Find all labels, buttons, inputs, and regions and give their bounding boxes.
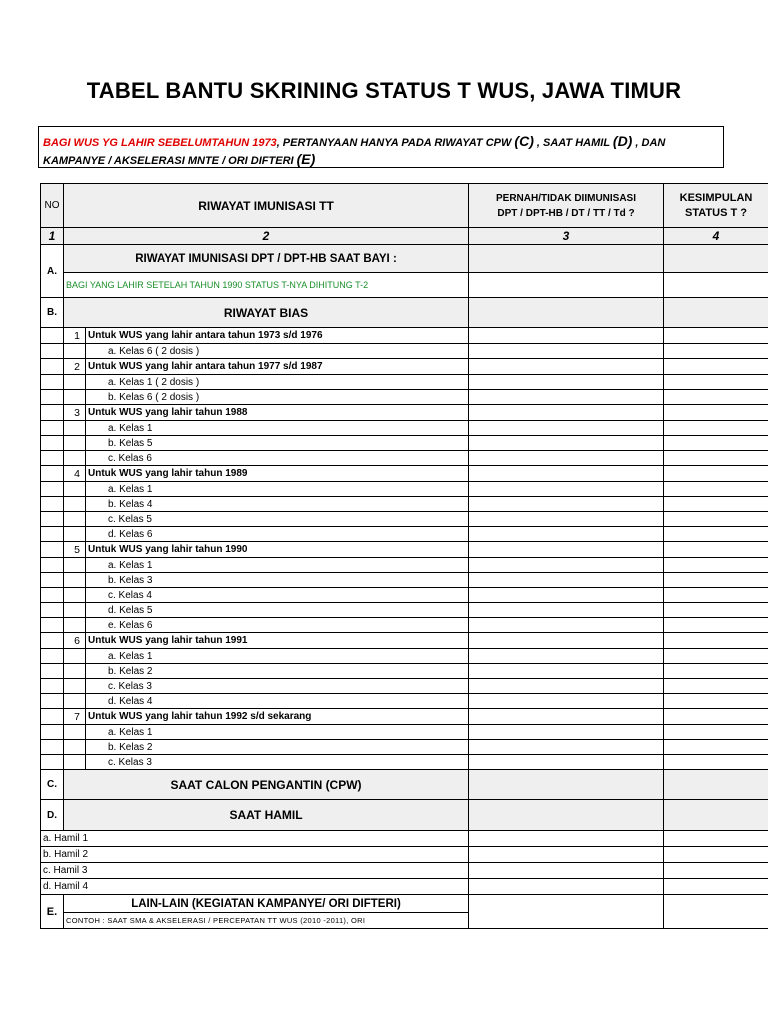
bias-item-row [41, 755, 768, 770]
col-number-2: 2 [64, 228, 469, 245]
group-number: 5 [64, 542, 86, 558]
bias-item-row [41, 436, 768, 451]
blank-cell [41, 497, 64, 512]
conclusion-cell[interactable] [664, 512, 768, 527]
answer-cell[interactable] [469, 512, 664, 527]
answer-cell[interactable] [469, 725, 664, 740]
answer-cell[interactable] [469, 527, 664, 542]
bias-item-label: a. Kelas 1 [86, 558, 469, 573]
blank-cell [41, 603, 64, 618]
conclusion-cell[interactable] [664, 588, 768, 603]
blank-cell [41, 740, 64, 755]
bias-item-row [41, 482, 768, 497]
note-line-2: KAMPANYE / AKSELERASI MNTE / ORI DIFTERI [43, 155, 297, 167]
note-highlight: BAGI WUS YG LAHIR SEBELUMTAHUN 1973 [43, 137, 277, 149]
conclusion-cell[interactable] [664, 558, 768, 573]
group-number: 1 [64, 328, 86, 344]
bias-item-label: c. Kelas 3 [86, 679, 469, 694]
answer-cell[interactable] [469, 800, 664, 831]
blank-cell [41, 436, 64, 451]
answer-cell[interactable] [469, 436, 664, 451]
section-e-label: E. [41, 895, 64, 929]
group-number: 6 [64, 633, 86, 649]
hamil-item-label: c. Hamil 3 [41, 863, 469, 879]
blank-cell [64, 755, 86, 770]
blank-cell [41, 344, 64, 359]
blank-cell [41, 558, 64, 573]
blank-cell [64, 344, 86, 359]
blank-cell [41, 527, 64, 542]
screening-table [40, 183, 768, 929]
blank-cell [41, 328, 64, 344]
instruction-note [38, 126, 724, 168]
answer-cell[interactable] [469, 879, 664, 895]
blank-cell [41, 633, 64, 649]
group-title: Untuk WUS yang lahir antara tahun 1973 s/d 1976 [86, 328, 469, 344]
conclusion-cell[interactable] [664, 298, 768, 328]
blank-cell [64, 497, 86, 512]
answer-cell[interactable] [469, 245, 664, 273]
bias-item-row [41, 451, 768, 466]
blank-cell [41, 573, 64, 588]
conclusion-cell[interactable] [664, 245, 768, 273]
conclusion-cell[interactable] [664, 679, 768, 694]
blank-cell [41, 664, 64, 679]
answer-cell[interactable] [469, 466, 664, 482]
answer-cell[interactable] [469, 740, 664, 755]
answer-cell[interactable] [469, 679, 664, 694]
section-c-label: C. [41, 770, 64, 800]
answer-cell[interactable] [469, 831, 664, 847]
conclusion-cell[interactable] [664, 831, 768, 847]
section-a-row [41, 245, 768, 273]
answer-cell[interactable] [469, 694, 664, 709]
answer-cell[interactable] [469, 497, 664, 512]
conclusion-cell[interactable] [664, 740, 768, 755]
bias-item-row [41, 390, 768, 405]
group-number: 2 [64, 359, 86, 375]
bias-item-row [41, 375, 768, 390]
bias-item-row [41, 725, 768, 740]
note-text-2: , SAAT HAMIL [533, 137, 613, 149]
bias-group-row [41, 466, 768, 482]
group-title: Untuk WUS yang lahir antara tahun 1977 s/d 1987 [86, 359, 469, 375]
blank-cell [64, 375, 86, 390]
blank-cell [41, 542, 64, 558]
header-pernah [469, 184, 664, 228]
bias-item-row [41, 603, 768, 618]
answer-cell[interactable] [469, 649, 664, 664]
bias-group-row [41, 359, 768, 375]
col-number-1: 1 [41, 228, 64, 245]
section-d-label: D. [41, 800, 64, 831]
bias-item-label: c. Kelas 6 [86, 451, 469, 466]
bias-item-label: b. Kelas 2 [86, 740, 469, 755]
bias-item-label: e. Kelas 6 [86, 618, 469, 633]
bias-item-label: a. Kelas 1 [86, 649, 469, 664]
blank-cell [41, 390, 64, 405]
bias-item-label: b. Kelas 2 [86, 664, 469, 679]
col-number-3: 3 [469, 228, 664, 245]
conclusion-cell[interactable] [664, 800, 768, 831]
answer-cell[interactable] [469, 618, 664, 633]
conclusion-cell[interactable] [664, 344, 768, 359]
section-b-title: RIWAYAT BIAS [64, 298, 469, 328]
blank-cell [64, 451, 86, 466]
note-d: (D) [612, 133, 633, 149]
group-title: Untuk WUS yang lahir tahun 1992 s/d sekarang [86, 709, 469, 725]
conclusion-cell[interactable] [664, 421, 768, 436]
bias-item-row [41, 344, 768, 359]
bias-item-label: c. Kelas 4 [86, 588, 469, 603]
answer-cell[interactable] [469, 709, 664, 725]
conclusion-cell[interactable] [664, 482, 768, 497]
conclusion-cell[interactable] [664, 879, 768, 895]
bias-item-label: b. Kelas 4 [86, 497, 469, 512]
blank-cell [64, 679, 86, 694]
hamil-item-row [41, 879, 768, 895]
blank-cell [64, 725, 86, 740]
section-c-title: SAAT CALON PENGANTIN (CPW) [64, 770, 469, 800]
bias-item-label: d. Kelas 4 [86, 694, 469, 709]
conclusion-cell[interactable] [664, 633, 768, 649]
conclusion-cell[interactable] [664, 436, 768, 451]
blank-cell [64, 390, 86, 405]
bias-item-row [41, 512, 768, 527]
bias-item-label: a. Kelas 1 [86, 421, 469, 436]
blank-cell [64, 512, 86, 527]
answer-cell[interactable] [469, 573, 664, 588]
header-kesimpulan-line1: KESIMPULAN [679, 191, 753, 204]
hamil-item-label: b. Hamil 2 [41, 847, 469, 863]
blank-cell [41, 618, 64, 633]
bias-item-label: a. Kelas 1 [86, 482, 469, 497]
answer-cell[interactable] [469, 482, 664, 497]
conclusion-cell[interactable] [664, 390, 768, 405]
answer-cell[interactable] [469, 755, 664, 770]
bias-item-row [41, 679, 768, 694]
bias-item-label: d. Kelas 6 [86, 527, 469, 542]
answer-cell[interactable] [469, 421, 664, 436]
header-kesimpulan-line2: STATUS T ? [685, 206, 747, 219]
group-number: 4 [64, 466, 86, 482]
conclusion-cell[interactable] [664, 863, 768, 879]
blank-cell [41, 725, 64, 740]
conclusion-cell[interactable] [664, 895, 768, 929]
conclusion-cell[interactable] [664, 375, 768, 390]
bias-item-label: b. Kelas 6 ( 2 dosis ) [86, 390, 469, 405]
conclusion-cell[interactable] [664, 755, 768, 770]
bias-item-label: c. Kelas 5 [86, 512, 469, 527]
blank-cell [41, 512, 64, 527]
blank-cell [64, 603, 86, 618]
blank-cell [64, 694, 86, 709]
blank-cell [64, 436, 86, 451]
note-text-3: , DAN [632, 137, 666, 149]
group-title: Untuk WUS yang lahir tahun 1989 [86, 466, 469, 482]
section-e-row [41, 895, 768, 913]
bias-item-row [41, 694, 768, 709]
header-riwayat: RIWAYAT IMUNISASI TT [64, 184, 469, 228]
conclusion-cell[interactable] [664, 694, 768, 709]
blank-cell [41, 466, 64, 482]
bias-group-row [41, 633, 768, 649]
conclusion-cell[interactable] [664, 405, 768, 421]
answer-cell[interactable] [469, 390, 664, 405]
conclusion-cell[interactable] [664, 466, 768, 482]
bias-item-row [41, 527, 768, 542]
blank-cell [41, 709, 64, 725]
blank-cell [64, 482, 86, 497]
conclusion-cell[interactable] [664, 709, 768, 725]
blank-cell [41, 679, 64, 694]
conclusion-cell[interactable] [664, 847, 768, 863]
bias-group-row [41, 405, 768, 421]
blank-cell [64, 740, 86, 755]
section-a-title: RIWAYAT IMUNISASI DPT / DPT-HB SAAT BAYI : [64, 245, 469, 273]
header-pernah-line1: PERNAH/TIDAK DIIMUNISASI [496, 192, 637, 204]
section-d-row [41, 800, 768, 831]
answer-cell[interactable] [469, 633, 664, 649]
bias-item-label: c. Kelas 3 [86, 755, 469, 770]
section-e-note: CONTOH : SAAT SMA & AKSELERASI / PERCEPATAN TT WUS (2010 -2011), ORI [64, 913, 469, 929]
bias-item-label: a. Kelas 1 [86, 725, 469, 740]
blank-cell [41, 405, 64, 421]
header-no: NO [41, 184, 64, 228]
group-number: 3 [64, 405, 86, 421]
bias-item-row [41, 618, 768, 633]
answer-cell[interactable] [469, 603, 664, 618]
blank-cell [41, 649, 64, 664]
bias-item-row [41, 497, 768, 512]
section-a-note-row [41, 273, 768, 298]
bias-item-label: a. Kelas 1 ( 2 dosis ) [86, 375, 469, 390]
conclusion-cell[interactable] [664, 618, 768, 633]
note-text-1: , PERTANYAAN HANYA PADA RIWAYAT CPW [276, 137, 515, 149]
answer-cell[interactable] [469, 895, 664, 929]
blank-cell [41, 421, 64, 436]
blank-cell [41, 359, 64, 375]
blank-cell [41, 451, 64, 466]
conclusion-cell[interactable] [664, 725, 768, 740]
section-a-note: BAGI YANG LAHIR SETELAH TAHUN 1990 STATUS T-NYA DIHITUNG T-2 [64, 273, 469, 298]
bias-item-label: b. Kelas 3 [86, 573, 469, 588]
section-b-row [41, 298, 768, 328]
blank-cell [64, 588, 86, 603]
answer-cell[interactable] [469, 298, 664, 328]
note-c: (C) [514, 133, 534, 149]
conclusion-cell[interactable] [664, 603, 768, 618]
answer-cell[interactable] [469, 847, 664, 863]
section-b-label: B. [41, 298, 64, 328]
hamil-item-row [41, 831, 768, 847]
header-row [41, 184, 768, 228]
hamil-item-label: d. Hamil 4 [41, 879, 469, 895]
page-title: TABEL BANTU SKRINING STATUS T WUS, JAWA TIMUR [86, 78, 682, 103]
conclusion-cell[interactable] [664, 273, 768, 298]
bias-item-row [41, 740, 768, 755]
section-c-row [41, 770, 768, 800]
blank-cell [41, 694, 64, 709]
bias-item-row [41, 649, 768, 664]
blank-cell [64, 421, 86, 436]
conclusion-cell[interactable] [664, 451, 768, 466]
header-pernah-line2: DPT / DPT-HB / DT / TT / Td ? [497, 207, 635, 219]
conclusion-cell[interactable] [664, 497, 768, 512]
section-a-label: A. [41, 245, 64, 298]
answer-cell[interactable] [469, 664, 664, 679]
hamil-item-row [41, 847, 768, 863]
conclusion-cell[interactable] [664, 649, 768, 664]
bias-group-row [41, 542, 768, 558]
bias-item-label: a. Kelas 6 ( 2 dosis ) [86, 344, 469, 359]
group-title: Untuk WUS yang lahir tahun 1991 [86, 633, 469, 649]
conclusion-cell[interactable] [664, 573, 768, 588]
bias-item-label: d. Kelas 5 [86, 603, 469, 618]
hamil-item-label: a. Hamil 1 [41, 831, 469, 847]
answer-cell[interactable] [469, 451, 664, 466]
blank-cell [64, 649, 86, 664]
section-d-title: SAAT HAMIL [64, 800, 469, 831]
answer-cell[interactable] [469, 405, 664, 421]
answer-cell[interactable] [469, 770, 664, 800]
conclusion-cell[interactable] [664, 770, 768, 800]
col-number-4: 4 [664, 228, 768, 245]
blank-cell [41, 755, 64, 770]
bias-group-row [41, 709, 768, 725]
bias-group-row [41, 328, 768, 344]
group-title: Untuk WUS yang lahir tahun 1988 [86, 405, 469, 421]
conclusion-cell[interactable] [664, 527, 768, 542]
answer-cell[interactable] [469, 558, 664, 573]
answer-cell[interactable] [469, 344, 664, 359]
answer-cell[interactable] [469, 375, 664, 390]
bias-item-row [41, 573, 768, 588]
conclusion-cell[interactable] [664, 664, 768, 679]
answer-cell[interactable] [469, 273, 664, 298]
blank-cell [64, 573, 86, 588]
blank-cell [64, 664, 86, 679]
blank-cell [64, 618, 86, 633]
blank-cell [64, 527, 86, 542]
conclusion-cell[interactable] [664, 359, 768, 375]
answer-cell[interactable] [469, 542, 664, 558]
answer-cell[interactable] [469, 328, 664, 344]
column-number-row [41, 228, 768, 245]
blank-cell [41, 375, 64, 390]
hamil-item-row [41, 863, 768, 879]
answer-cell[interactable] [469, 359, 664, 375]
conclusion-cell[interactable] [664, 328, 768, 344]
answer-cell[interactable] [469, 863, 664, 879]
note-e: (E) [296, 151, 316, 167]
blank-cell [41, 588, 64, 603]
conclusion-cell[interactable] [664, 542, 768, 558]
blank-cell [41, 482, 64, 497]
bias-item-row [41, 588, 768, 603]
group-title: Untuk WUS yang lahir tahun 1990 [86, 542, 469, 558]
bias-item-row [41, 558, 768, 573]
bias-item-row [41, 664, 768, 679]
blank-cell [64, 558, 86, 573]
bias-item-label: b. Kelas 5 [86, 436, 469, 451]
bias-item-row [41, 421, 768, 436]
answer-cell[interactable] [469, 588, 664, 603]
section-e-title: LAIN-LAIN (KEGIATAN KAMPANYE/ ORI DIFTERI) [64, 895, 469, 913]
header-kesimpulan [664, 184, 768, 228]
group-number: 7 [64, 709, 86, 725]
